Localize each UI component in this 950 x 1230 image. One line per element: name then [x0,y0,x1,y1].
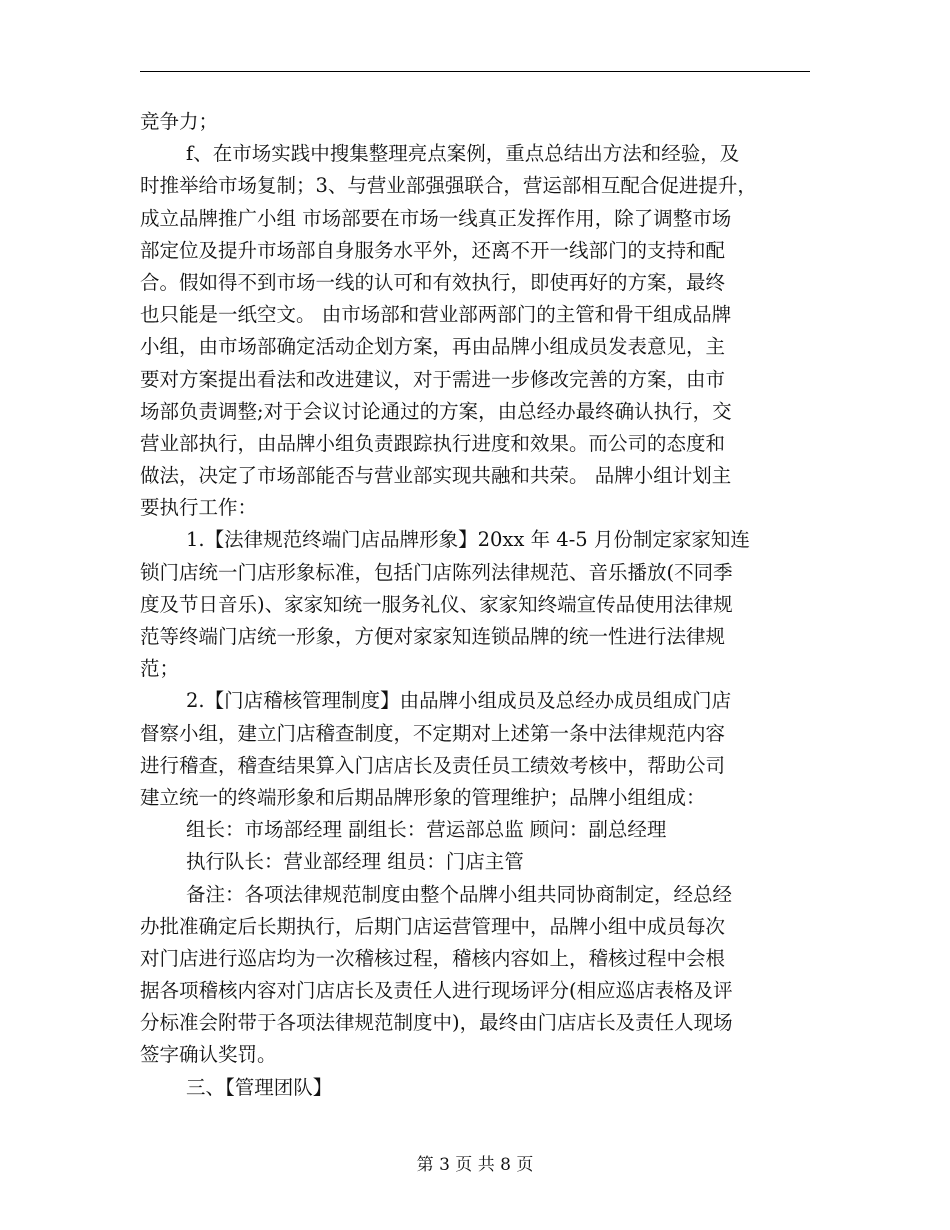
text-line: 时推举给市场复制；3、与营业部强强联合，营运部相互配合促进提升， [140,174,757,198]
text-line: 督察小组，建立门店稽查制度，不定期对上述第一条中法律规范内容 [140,721,726,745]
header-rule [140,71,810,72]
text-line: 竞争力； [140,110,219,133]
text-line: 2.【门店稽核管理制度】由品牌小组成员及总经办成员组成门店 [186,689,732,713]
text-line: 做法，决定了市场部能否与营业部实现共融和共荣。 品牌小组计划主 [140,464,732,488]
text-line: 对门店进行巡店均为一次稽核过程，稽核内容如上，稽核过程中会根 [140,946,726,970]
text-line: 要执行工作： [140,496,258,520]
text-line: 合。假如得不到市场一线的认可和有效执行，即使再好的方案，最终 [140,270,726,294]
page-number: 第 3 页 共 8 页 [416,1155,534,1175]
page-footer [0,1153,950,1177]
text-line: 也只能是一纸空文。 由市场部和营业部两部门的主管和骨干组成品牌 [140,303,732,327]
text-line: 营业部执行，由品牌小组负责跟踪执行进度和效果。而公司的态度和 [140,431,726,455]
text-line: 签字确认奖罚。 [140,1043,277,1067]
text-line: 备注：各项法律规范制度由整个品牌小组共同协商制定，经总经 [186,882,733,906]
text-line: 成立品牌推广小组 市场部要在市场一线真正发挥作用，除了调整市场 [140,206,732,230]
text-line: 锁门店统一门店形象标准，包括门店陈列法律规范、音乐播放(不同季 [140,560,733,584]
text-line: 办批准确定后长期执行，后期门店运营管理中，品牌小组中成员每次 [140,914,726,938]
text-line: 1.【法律规范终端门店品牌形象】20xx 年 4-5 月份制定家家知连 [186,528,750,552]
text-line: 建立统一的终端形象和后期品牌形象的管理维护；品牌小组组成： [140,785,706,809]
document-body [140,106,810,1104]
text-line: 场部负责调整;对于会议讨论通过的方案，由总经办最终确认执行，交 [140,399,732,423]
text-line: 范； [140,657,180,681]
text-line: 度及节日音乐)、家家知统一服务礼仪、家家知终端宣传品使用法律规 [140,592,733,616]
text-line: 分标准会附带于各项法律规范制度中)，最终由门店店长及责任人现场 [140,1011,733,1035]
section-heading: 三、【管理团队】 [186,1075,333,1099]
text-line: 部定位及提升市场部自身服务水平外，还离不开一线部门的支持和配 [140,238,726,262]
text-line: 组长：市场部经理 副组长：营运部总监 顾问：副总经理 [186,818,667,842]
text-line: 范等终端门店统一形象，方便对家家知连锁品牌的统一性进行法律规 [140,625,726,648]
text-line: 据各项稽核内容对门店店长及责任人进行现场评分(相应巡店表格及评 [140,979,733,1003]
text-line: 执行队长：营业部经理 组员：门店主管 [186,850,524,874]
text-line: f、在市场实践中搜集整理亮点案例，重点总结出方法和经验，及 [186,142,740,166]
text-line: 进行稽查，稽查结果算入门店店长及责任员工绩效考核中，帮助公司 [140,753,726,777]
text-line: 小组，由市场部确定活动企划方案，再由品牌小组成员发表意见，主 [140,335,726,359]
text-line: 要对方案提出看法和改进建议，对于需进一步修改完善的方案，由市 [140,367,726,391]
